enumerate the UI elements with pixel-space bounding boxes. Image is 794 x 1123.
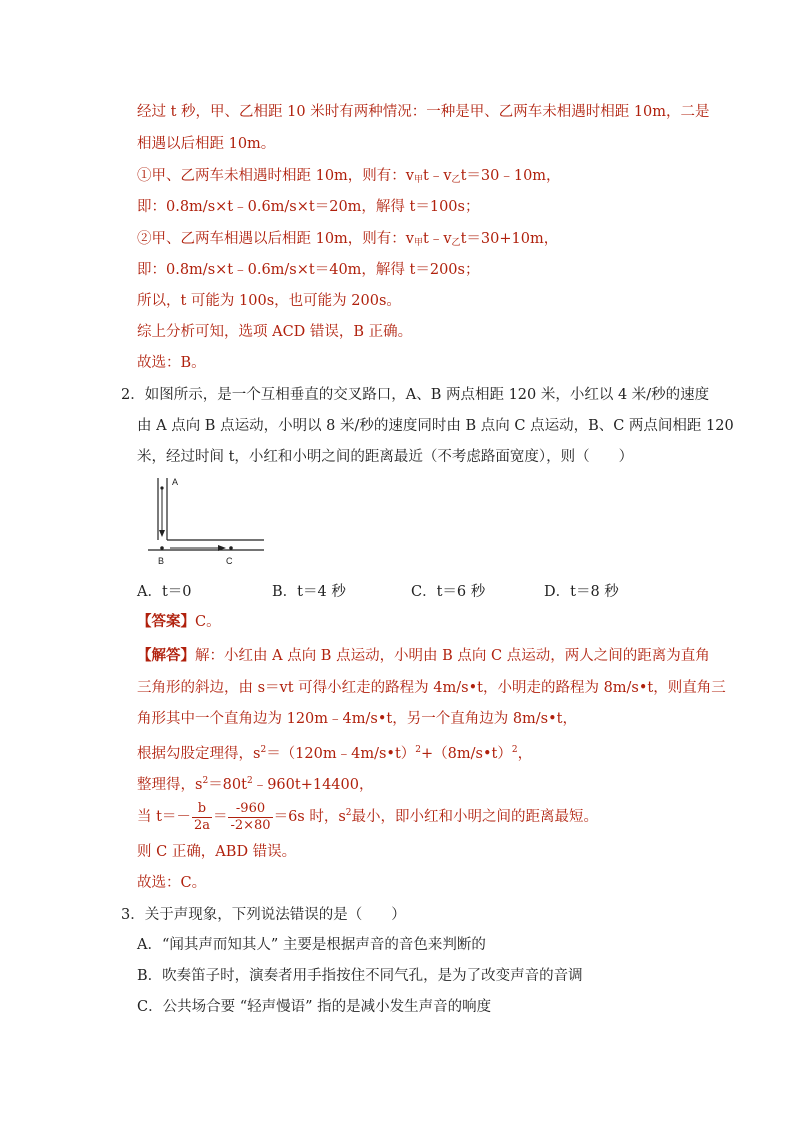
question-stem: 由 A 点向 B 点运动，小明以 8 米/秒的速度同时由 B 点向 C 点运动，B、C 两点间相距 120 <box>137 418 734 434</box>
label-a: A <box>172 477 179 487</box>
superscript: 2 <box>415 745 422 755</box>
text: 当 t＝－ <box>137 809 191 825</box>
analysis-text: 则 C 正确，ABD 错误。 <box>137 844 297 860</box>
option-c: C．公共场合要 “轻声慢语” 指的是减小发生声音的响度 <box>137 999 492 1015</box>
superscript: 2 <box>202 776 209 786</box>
text: ＝80t <box>208 777 247 793</box>
solution-text: 即：0.8m/s×t﹣0.6m/s×t＝20m，解得 t＝100s； <box>137 199 480 215</box>
subscript: 乙 <box>451 175 461 185</box>
option-b: B．t＝4 秒 <box>272 584 346 600</box>
label-c: C <box>226 556 233 566</box>
solution-text: 经过 t 秒，甲、乙相距 10 米时有两种情况：一种是甲、乙两车未相遇时相距 10m，二是 <box>137 104 710 120</box>
superscript: 2 <box>260 745 267 755</box>
answer-line <box>137 612 221 632</box>
text: ②甲、乙两车相遇以后相距 10m，则有：v <box>137 231 414 247</box>
answer-value: C。 <box>195 614 221 630</box>
text: t＝30﹣10m， <box>460 168 561 184</box>
option-b: B．吹奏笛子时，演奏者用手指按住不同气孔，是为了改变声音的音调 <box>137 968 583 984</box>
analysis-text: 角形其中一个直角边为 120m﹣4m/s•t，另一个直角边为 8m/s•t， <box>137 711 578 727</box>
denominator: 2a <box>193 817 210 833</box>
text: t＝30+10m， <box>460 231 559 247</box>
text: ＝ <box>212 809 228 825</box>
option-c: C．t＝6 秒 <box>411 584 486 600</box>
text: ﹣960t+14400， <box>252 777 374 793</box>
pythagoras-line: 根据勾股定理得，$s^2=(120m﹣4m/s•t)^2+(8m/s•t)^2$， <box>137 745 533 762</box>
option-a: A．“闻其声而知其人” 主要是根据声音的音色来判断的 <box>137 937 486 953</box>
fraction-b-2a <box>192 801 212 834</box>
text: ＝（120m﹣4m/s•t） <box>266 746 416 762</box>
analysis-line <box>137 646 710 666</box>
numerator: b <box>192 801 212 818</box>
vertex-line <box>137 796 598 834</box>
text: ①甲、乙两车未相遇时相距 10m，则有：v <box>137 168 414 184</box>
text: t﹣v <box>423 168 452 184</box>
analysis-text: 解：小红由 A 点向 B 点运动，小明由 B 点向 C 点运动，两人之间的距离为直角 <box>195 648 710 664</box>
case-one <box>137 166 561 190</box>
intersection-diagram <box>146 472 270 572</box>
label-b: B <box>158 556 165 566</box>
question-stem: 3．关于声现象，下列说法错误的是（ ） <box>121 907 406 923</box>
subscript: 甲 <box>414 238 424 248</box>
superscript: 2 <box>511 745 518 755</box>
text: ＝6s 时，s <box>273 809 346 825</box>
solution-text: 所以，t 可能为 100s，也可能为 200s。 <box>137 293 401 309</box>
text: t﹣v <box>423 231 452 247</box>
solution-choice: 故选：C。 <box>137 875 207 891</box>
text: +（8m/s•t） <box>421 746 512 762</box>
analysis-tag: 【解答】 <box>137 647 195 664</box>
solution-text: 即：0.8m/s×t﹣0.6m/s×t＝40m，解得 t＝200s； <box>137 262 480 278</box>
question-stem: 2．如图所示，是一个互相垂直的交叉路口，A、B 两点相距 120 米，小红以 4 米/秒的速度 <box>121 387 710 403</box>
question-stem: 米，经过时间 t，小红和小明之间的距离最近（不考虑路面宽度），则（ ） <box>137 449 634 465</box>
solution-choice: 故选：B。 <box>137 355 206 371</box>
solution-text: 综上分析可知，选项 ACD 错误，B 正确。 <box>137 324 413 340</box>
subscript: 乙 <box>451 238 461 248</box>
text: 最小，即小红和小明之间的距离最短。 <box>351 809 599 825</box>
denominator: -2×80 <box>230 817 271 833</box>
solution-text: 相遇以后相距 10m。 <box>137 136 276 152</box>
subscript: 甲 <box>414 175 424 185</box>
numerator: -960 <box>228 801 272 818</box>
option-a: A．t＝0 <box>137 584 192 600</box>
option-d: D．t＝8 秒 <box>544 584 619 600</box>
text: 根据勾股定理得，s <box>137 746 261 762</box>
analysis-text: 三角形的斜边，由 s＝vt 可得小红走的路程为 4m/s•t，小明走的路程为 8m/s•t，则直角三 <box>137 680 726 696</box>
text: 整理得，s <box>137 777 203 793</box>
superscript: 2 <box>246 776 253 786</box>
superscript: 2 <box>345 808 352 818</box>
answer-tag: 【答案】 <box>137 613 195 630</box>
fraction-values <box>228 801 272 834</box>
simplify-line <box>137 771 373 795</box>
case-two <box>137 229 558 253</box>
